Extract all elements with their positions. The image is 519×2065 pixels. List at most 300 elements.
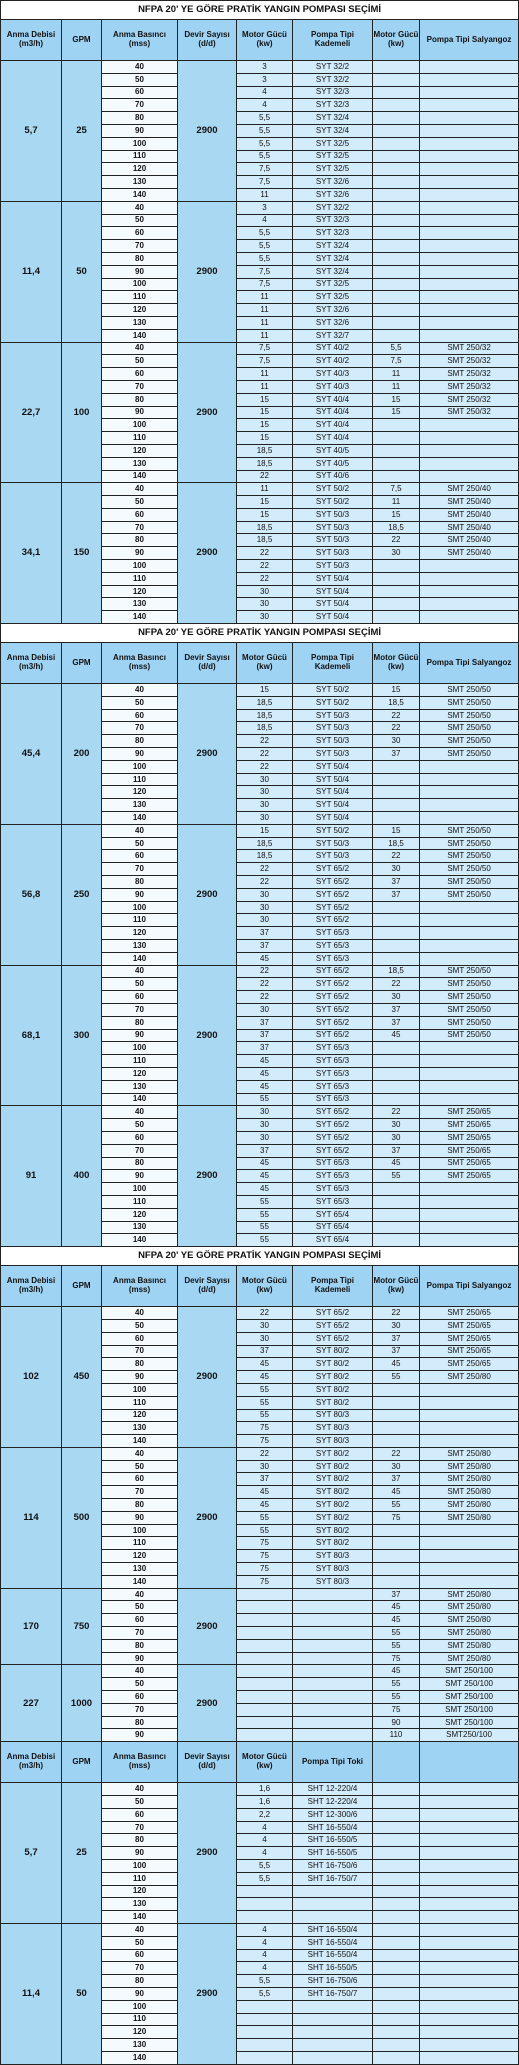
cell-pump-type: SYT 80/2	[293, 1358, 373, 1371]
cell-motor-power-2: 30	[373, 735, 420, 748]
cell-pressure: 110	[102, 432, 178, 445]
cell-motor-power-2	[373, 1962, 420, 1975]
cell-pressure: 110	[102, 1537, 178, 1550]
cell-pump-type-2: SMT 250/80	[420, 1627, 519, 1640]
cell-pump-type: SYT 65/2	[293, 888, 373, 901]
cell-motor-power	[237, 1716, 293, 1729]
cell-pump-type: SYT 65/3	[293, 952, 373, 965]
cell-motor-power	[237, 1885, 293, 1898]
cell-pressure: 80	[102, 1834, 178, 1847]
cell-motor-power: 11	[237, 304, 293, 317]
cell-pump-type-2	[420, 2000, 519, 2013]
cell-motor-power-2: 30	[373, 863, 420, 876]
cell-pump-type: SYT 80/2	[293, 1396, 373, 1409]
cell-pressure: 80	[102, 1975, 178, 1988]
cell-motor-power: 11	[237, 329, 293, 342]
cell-pump-type: SYT 32/4	[293, 265, 373, 278]
cell-motor-power-2	[373, 86, 420, 99]
table-title: NFPA 20' YE GÖRE PRATİK YANGIN POMPASI SEÇİMİ	[1, 1, 519, 20]
cell-pump-type: SYT 40/4	[293, 406, 373, 419]
cell-motor-power-2	[373, 1898, 420, 1911]
cell-motor-power: 4	[237, 1847, 293, 1860]
cell-pump-type: SYT 65/3	[293, 1067, 373, 1080]
cell-pump-type: SYT 80/2	[293, 1345, 373, 1358]
cell-pump-type-2	[420, 188, 519, 201]
cell-pump-type-2	[420, 2051, 519, 2064]
cell-motor-power-2	[373, 927, 420, 940]
cell-pressure: 90	[102, 1652, 178, 1665]
cell-pump-type: SYT 50/4	[293, 611, 373, 624]
cell-pressure: 60	[102, 850, 178, 863]
cell-pump-type-2	[420, 444, 519, 457]
cell-pump-type	[293, 2039, 373, 2052]
cell-motor-power-2	[373, 99, 420, 112]
cell-pressure: 80	[102, 1499, 178, 1512]
cell-pressure: 110	[102, 1396, 178, 1409]
cell-pump-type	[293, 1898, 373, 1911]
table-row	[1, 965, 519, 978]
header-motor-power: Motor Gücü (kw)	[237, 20, 293, 61]
cell-motor-power: 30	[237, 1003, 293, 1016]
cell-pressure: 110	[102, 1195, 178, 1208]
cell-motor-power-2: 37	[373, 1144, 420, 1157]
cell-gpm: 150	[62, 483, 102, 624]
cell-pump-type-2	[420, 773, 519, 786]
cell-pump-type: SYT 80/3	[293, 1435, 373, 1448]
cell-pump-type-2	[420, 812, 519, 825]
cell-pressure: 60	[102, 227, 178, 240]
cell-pump-type-2: SMT 250/65	[420, 1106, 519, 1119]
cell-motor-power: 15	[237, 496, 293, 509]
cell-pump-type: SYT 65/2	[293, 1119, 373, 1132]
cell-pump-type: SYT 65/2	[293, 1319, 373, 1332]
cell-motor-power-2: 15	[373, 824, 420, 837]
cell-pressure: 70	[102, 1003, 178, 1016]
header-pressure: Anma Basıncı (mss)	[102, 643, 178, 684]
cell-pump-type-2	[420, 611, 519, 624]
cell-motor-power: 11	[237, 291, 293, 304]
cell-flow: 22,7	[1, 342, 62, 483]
cell-motor-power-2	[373, 1872, 420, 1885]
cell-motor-power-2: 18,5	[373, 521, 420, 534]
cell-motor-power-2	[373, 1885, 420, 1898]
cell-motor-power-2	[373, 773, 420, 786]
cell-pump-type	[293, 1729, 373, 1742]
title-row	[1, 624, 519, 643]
cell-motor-power-2	[373, 1055, 420, 1068]
cell-pump-type: SYT 65/3	[293, 1170, 373, 1183]
cell-motor-power: 18,5	[237, 534, 293, 547]
cell-motor-power-2	[373, 188, 420, 201]
cell-pressure: 60	[102, 86, 178, 99]
header-pump-type: Pompa Tipi Kademeli	[293, 20, 373, 61]
cell-pressure: 80	[102, 1016, 178, 1029]
cell-motor-power: 55	[237, 1383, 293, 1396]
cell-pump-type-2: SMT 250/80	[420, 1473, 519, 1486]
cell-pump-type-2	[420, 560, 519, 573]
cell-motor-power	[237, 1678, 293, 1691]
cell-pump-type: SYT 50/3	[293, 850, 373, 863]
header-motor-power: Motor Gücü (kw)	[237, 1266, 293, 1307]
cell-pump-type-2: SMT 250/50	[420, 1029, 519, 1042]
cell-motor-power	[237, 1639, 293, 1652]
cell-rpm: 2900	[178, 1923, 237, 2064]
cell-motor-power: 22	[237, 735, 293, 748]
header-gpm: GPM	[62, 1742, 102, 1783]
cell-pump-type: SYT 65/2	[293, 914, 373, 927]
cell-pressure: 90	[102, 1847, 178, 1860]
cell-pump-type: SYT 40/6	[293, 470, 373, 483]
cell-pressure: 120	[102, 786, 178, 799]
cell-pressure: 70	[102, 1627, 178, 1640]
cell-pump-type-2	[420, 316, 519, 329]
cell-motor-power: 55	[237, 1511, 293, 1524]
cell-pressure: 110	[102, 773, 178, 786]
cell-motor-power	[237, 1729, 293, 1742]
cell-pump-type	[293, 1627, 373, 1640]
cell-motor-power-2	[373, 1575, 420, 1588]
cell-motor-power-2: 37	[373, 888, 420, 901]
cell-pressure: 100	[102, 1860, 178, 1873]
cell-pump-type: SYT 50/4	[293, 572, 373, 585]
cell-motor-power: 55	[237, 1221, 293, 1234]
cell-gpm: 1000	[62, 1665, 102, 1742]
cell-pressure: 140	[102, 1234, 178, 1247]
cell-motor-power: 55	[237, 1524, 293, 1537]
cell-pressure: 60	[102, 1691, 178, 1704]
header-pump-type: Pompa Tipi Kademeli	[293, 1266, 373, 1307]
cell-rpm: 2900	[178, 1588, 237, 1665]
cell-pressure: 140	[102, 2051, 178, 2064]
cell-pump-type-2	[420, 1834, 519, 1847]
cell-motor-power: 4	[237, 1834, 293, 1847]
cell-pressure: 70	[102, 863, 178, 876]
cell-pressure: 90	[102, 1729, 178, 1742]
cell-pump-type: SYT 65/2	[293, 901, 373, 914]
cell-motor-power: 7,5	[237, 342, 293, 355]
cell-pressure: 90	[102, 1029, 178, 1042]
cell-pressure: 50	[102, 73, 178, 86]
cell-motor-power-2: 37	[373, 1003, 420, 1016]
cell-flow: 170	[1, 1588, 62, 1665]
cell-pressure: 120	[102, 2026, 178, 2039]
header-pump-type-2: Pompa Tipi Salyangoz	[420, 1266, 519, 1307]
cell-motor-power: 30	[237, 1119, 293, 1132]
cell-pump-type-2	[420, 1847, 519, 1860]
cell-gpm: 300	[62, 965, 102, 1106]
cell-pump-type: SYT 50/3	[293, 837, 373, 850]
cell-pump-type: SYT 80/2	[293, 1371, 373, 1384]
cell-pump-type: SYT 32/4	[293, 252, 373, 265]
cell-pressure: 40	[102, 61, 178, 74]
cell-pump-type-2	[420, 329, 519, 342]
cell-pressure: 130	[102, 799, 178, 812]
cell-pressure: 100	[102, 278, 178, 291]
cell-motor-power: 55	[237, 1234, 293, 1247]
cell-pump-type-2	[420, 304, 519, 317]
cell-motor-power: 5,5	[237, 240, 293, 253]
cell-pressure: 120	[102, 1550, 178, 1563]
cell-motor-power: 45	[237, 1371, 293, 1384]
cell-motor-power-2: 55	[373, 1639, 420, 1652]
cell-gpm: 50	[62, 1923, 102, 2064]
header-pump-type: Pompa Tipi Kademeli	[293, 643, 373, 684]
header-rpm: Devir Sayısı (d/d)	[178, 20, 237, 61]
header-flow: Anma Debisi (m3/h)	[1, 20, 62, 61]
cell-pump-type-2	[420, 163, 519, 176]
cell-pump-type-2	[420, 952, 519, 965]
cell-motor-power-2	[373, 585, 420, 598]
cell-pressure: 100	[102, 1042, 178, 1055]
cell-pump-type-2	[420, 1183, 519, 1196]
cell-pressure: 130	[102, 176, 178, 189]
cell-motor-power-2	[373, 952, 420, 965]
cell-pump-type: SYT 50/4	[293, 760, 373, 773]
header-gpm: GPM	[62, 1266, 102, 1307]
cell-motor-power: 18,5	[237, 696, 293, 709]
cell-motor-power-2	[373, 1550, 420, 1563]
cell-pump-type: SHT 12-300/6	[293, 1808, 373, 1821]
cell-motor-power: 22	[237, 748, 293, 761]
cell-motor-power: 3	[237, 73, 293, 86]
cell-gpm: 400	[62, 1106, 102, 1247]
cell-motor-power	[237, 2026, 293, 2039]
cell-pump-type-2	[420, 1409, 519, 1422]
cell-pump-type: SYT 80/2	[293, 1486, 373, 1499]
cell-pump-type-2: SMT 250/65	[420, 1358, 519, 1371]
cell-pump-type	[293, 2013, 373, 2026]
cell-pump-type-2: SMT 250/100	[420, 1716, 519, 1729]
cell-motor-power-2: 15	[373, 393, 420, 406]
cell-pump-type-2	[420, 470, 519, 483]
cell-pump-type-2	[420, 1422, 519, 1435]
cell-pump-type: SYT 50/3	[293, 560, 373, 573]
cell-motor-power-2: 37	[373, 1473, 420, 1486]
cell-motor-power-2: 45	[373, 1601, 420, 1614]
cell-pump-type-2	[420, 1885, 519, 1898]
cell-motor-power: 4	[237, 1923, 293, 1936]
cell-motor-power-2: 37	[373, 1345, 420, 1358]
cell-motor-power: 37	[237, 1345, 293, 1358]
cell-pressure: 100	[102, 901, 178, 914]
cell-pressure: 100	[102, 1524, 178, 1537]
cell-pressure: 50	[102, 1678, 178, 1691]
cell-flow: 227	[1, 1665, 62, 1742]
cell-motor-power-2: 11	[373, 368, 420, 381]
cell-rpm: 2900	[178, 61, 237, 202]
cell-pump-type: SYT 40/4	[293, 393, 373, 406]
header-gpm: GPM	[62, 643, 102, 684]
cell-motor-power-2	[373, 1821, 420, 1834]
cell-pressure: 50	[102, 837, 178, 850]
cell-pump-type-2: SMT 250/100	[420, 1703, 519, 1716]
cell-motor-power-2	[373, 1208, 420, 1221]
cell-pump-type-2: SMT 250/32	[420, 342, 519, 355]
cell-pressure: 130	[102, 1221, 178, 1234]
cell-motor-power: 22	[237, 760, 293, 773]
cell-pressure: 130	[102, 598, 178, 611]
cell-motor-power-2	[373, 1383, 420, 1396]
cell-pump-type-2: SMT 250/80	[420, 1460, 519, 1473]
cell-pressure: 40	[102, 684, 178, 697]
cell-pump-type-2	[420, 1195, 519, 1208]
cell-pump-type: SYT 50/3	[293, 735, 373, 748]
cell-pump-type: SYT 32/4	[293, 112, 373, 125]
cell-pressure: 60	[102, 709, 178, 722]
cell-pressure: 60	[102, 368, 178, 381]
cell-pump-type: SYT 32/5	[293, 137, 373, 150]
cell-pump-type-2	[420, 176, 519, 189]
header-motor-power-2	[373, 1742, 420, 1783]
cell-pump-type-2	[420, 1949, 519, 1962]
cell-motor-power-2	[373, 1042, 420, 1055]
cell-pump-type: SYT 50/2	[293, 483, 373, 496]
cell-motor-power: 30	[237, 1460, 293, 1473]
cell-motor-power: 37	[237, 1042, 293, 1055]
cell-pump-type: SYT 32/6	[293, 304, 373, 317]
cell-pump-type: SYT 65/3	[293, 940, 373, 953]
cell-motor-power-2	[373, 265, 420, 278]
cell-pump-type: SYT 32/4	[293, 240, 373, 253]
cell-pressure: 140	[102, 1575, 178, 1588]
cell-pump-type-2: SMT 250/50	[420, 748, 519, 761]
cell-pressure: 110	[102, 1055, 178, 1068]
cell-gpm: 250	[62, 824, 102, 965]
header-row	[1, 643, 519, 684]
cell-pressure: 50	[102, 1119, 178, 1132]
cell-gpm: 450	[62, 1307, 102, 1448]
cell-motor-power: 1,6	[237, 1783, 293, 1796]
cell-motor-power-2	[373, 1834, 420, 1847]
cell-pump-type-2	[420, 1898, 519, 1911]
cell-pressure: 120	[102, 1208, 178, 1221]
cell-motor-power-2	[373, 61, 420, 74]
cell-pressure: 70	[102, 1703, 178, 1716]
cell-motor-power-2	[373, 2013, 420, 2026]
cell-motor-power-2	[373, 201, 420, 214]
cell-pump-type-2: SMT 250/50	[420, 863, 519, 876]
cell-pump-type-2: SMT 250/80	[420, 1639, 519, 1652]
cell-pump-type: SYT 65/4	[293, 1208, 373, 1221]
table-row	[1, 1783, 519, 1796]
cell-motor-power-2: 22	[373, 1447, 420, 1460]
cell-motor-power: 15	[237, 508, 293, 521]
cell-pressure: 60	[102, 1808, 178, 1821]
cell-pump-type-2: SMT 250/50	[420, 735, 519, 748]
cell-pressure: 140	[102, 812, 178, 825]
header-rpm: Devir Sayısı (d/d)	[178, 1742, 237, 1783]
cell-motor-power-2	[373, 1422, 420, 1435]
cell-motor-power: 30	[237, 773, 293, 786]
cell-motor-power: 7,5	[237, 176, 293, 189]
cell-motor-power-2	[373, 227, 420, 240]
cell-pump-type	[293, 2051, 373, 2064]
cell-motor-power-2	[373, 1783, 420, 1796]
cell-motor-power: 30	[237, 914, 293, 927]
cell-pump-type: SYT 32/6	[293, 188, 373, 201]
cell-motor-power: 15	[237, 432, 293, 445]
cell-motor-power: 30	[237, 1319, 293, 1332]
cell-motor-power: 1,6	[237, 1796, 293, 1809]
cell-pressure: 60	[102, 1949, 178, 1962]
cell-pump-type-2	[420, 1923, 519, 1936]
cell-motor-power-2	[373, 2000, 420, 2013]
cell-pump-type-2	[420, 1911, 519, 1924]
cell-motor-power-2	[373, 214, 420, 227]
cell-motor-power-2	[373, 2039, 420, 2052]
cell-pump-type: SYT 80/2	[293, 1460, 373, 1473]
cell-pump-type-2: SMT 250/65	[420, 1332, 519, 1345]
cell-motor-power: 55	[237, 1396, 293, 1409]
cell-pump-type: SHT 16-750/6	[293, 1860, 373, 1873]
cell-pump-type-2	[420, 1563, 519, 1576]
cell-flow: 5,7	[1, 61, 62, 202]
cell-pump-type-2: SMT250/100	[420, 1729, 519, 1742]
cell-pump-type: SYT 65/3	[293, 1093, 373, 1106]
cell-motor-power: 2,2	[237, 1808, 293, 1821]
table-row	[1, 483, 519, 496]
cell-flow: 102	[1, 1307, 62, 1448]
cell-gpm: 200	[62, 684, 102, 825]
cell-motor-power: 4	[237, 1962, 293, 1975]
cell-pressure: 140	[102, 188, 178, 201]
cell-motor-power-2: 15	[373, 508, 420, 521]
cell-pump-type: SYT 50/4	[293, 786, 373, 799]
cell-pressure: 130	[102, 940, 178, 953]
cell-pump-type: SYT 32/2	[293, 61, 373, 74]
cell-motor-power-2: 37	[373, 1016, 420, 1029]
table-title: NFPA 20' YE GÖRE PRATİK YANGIN POMPASI SEÇİMİ	[1, 624, 519, 643]
cell-pressure: 100	[102, 2000, 178, 2013]
cell-motor-power-2	[373, 1911, 420, 1924]
cell-flow: 11,4	[1, 1923, 62, 2064]
cell-pressure: 130	[102, 316, 178, 329]
cell-pressure: 100	[102, 419, 178, 432]
cell-pump-type: SYT 65/2	[293, 1332, 373, 1345]
cell-pressure: 90	[102, 748, 178, 761]
cell-pump-type-2	[420, 227, 519, 240]
cell-pump-type-2: SMT 250/50	[420, 824, 519, 837]
cell-motor-power: 18,5	[237, 457, 293, 470]
cell-pump-type-2: SMT 250/65	[420, 1144, 519, 1157]
cell-motor-power-2	[373, 1080, 420, 1093]
header-flow: Anma Debisi (m3/h)	[1, 1742, 62, 1783]
table-row	[1, 1447, 519, 1460]
cell-motor-power: 30	[237, 611, 293, 624]
cell-motor-power: 30	[237, 812, 293, 825]
cell-motor-power	[237, 1588, 293, 1601]
cell-motor-power	[237, 2000, 293, 2013]
cell-pump-type	[293, 1614, 373, 1627]
header-row	[1, 1266, 519, 1307]
cell-pressure: 40	[102, 965, 178, 978]
cell-rpm: 2900	[178, 684, 237, 825]
cell-motor-power-2: 45	[373, 1157, 420, 1170]
cell-pump-type: SHT 12-220/4	[293, 1796, 373, 1809]
cell-pump-type: SYT 65/4	[293, 1221, 373, 1234]
cell-motor-power-2	[373, 1435, 420, 1448]
cell-pump-type-2	[420, 1208, 519, 1221]
cell-gpm: 100	[62, 342, 102, 483]
cell-pressure: 120	[102, 1409, 178, 1422]
cell-pump-type-2	[420, 1808, 519, 1821]
cell-rpm: 2900	[178, 1106, 237, 1247]
cell-motor-power-2: 18,5	[373, 837, 420, 850]
cell-motor-power-2	[373, 316, 420, 329]
cell-pressure: 90	[102, 1371, 178, 1384]
cell-pressure: 130	[102, 1898, 178, 1911]
cell-pump-type: SYT 65/2	[293, 1016, 373, 1029]
